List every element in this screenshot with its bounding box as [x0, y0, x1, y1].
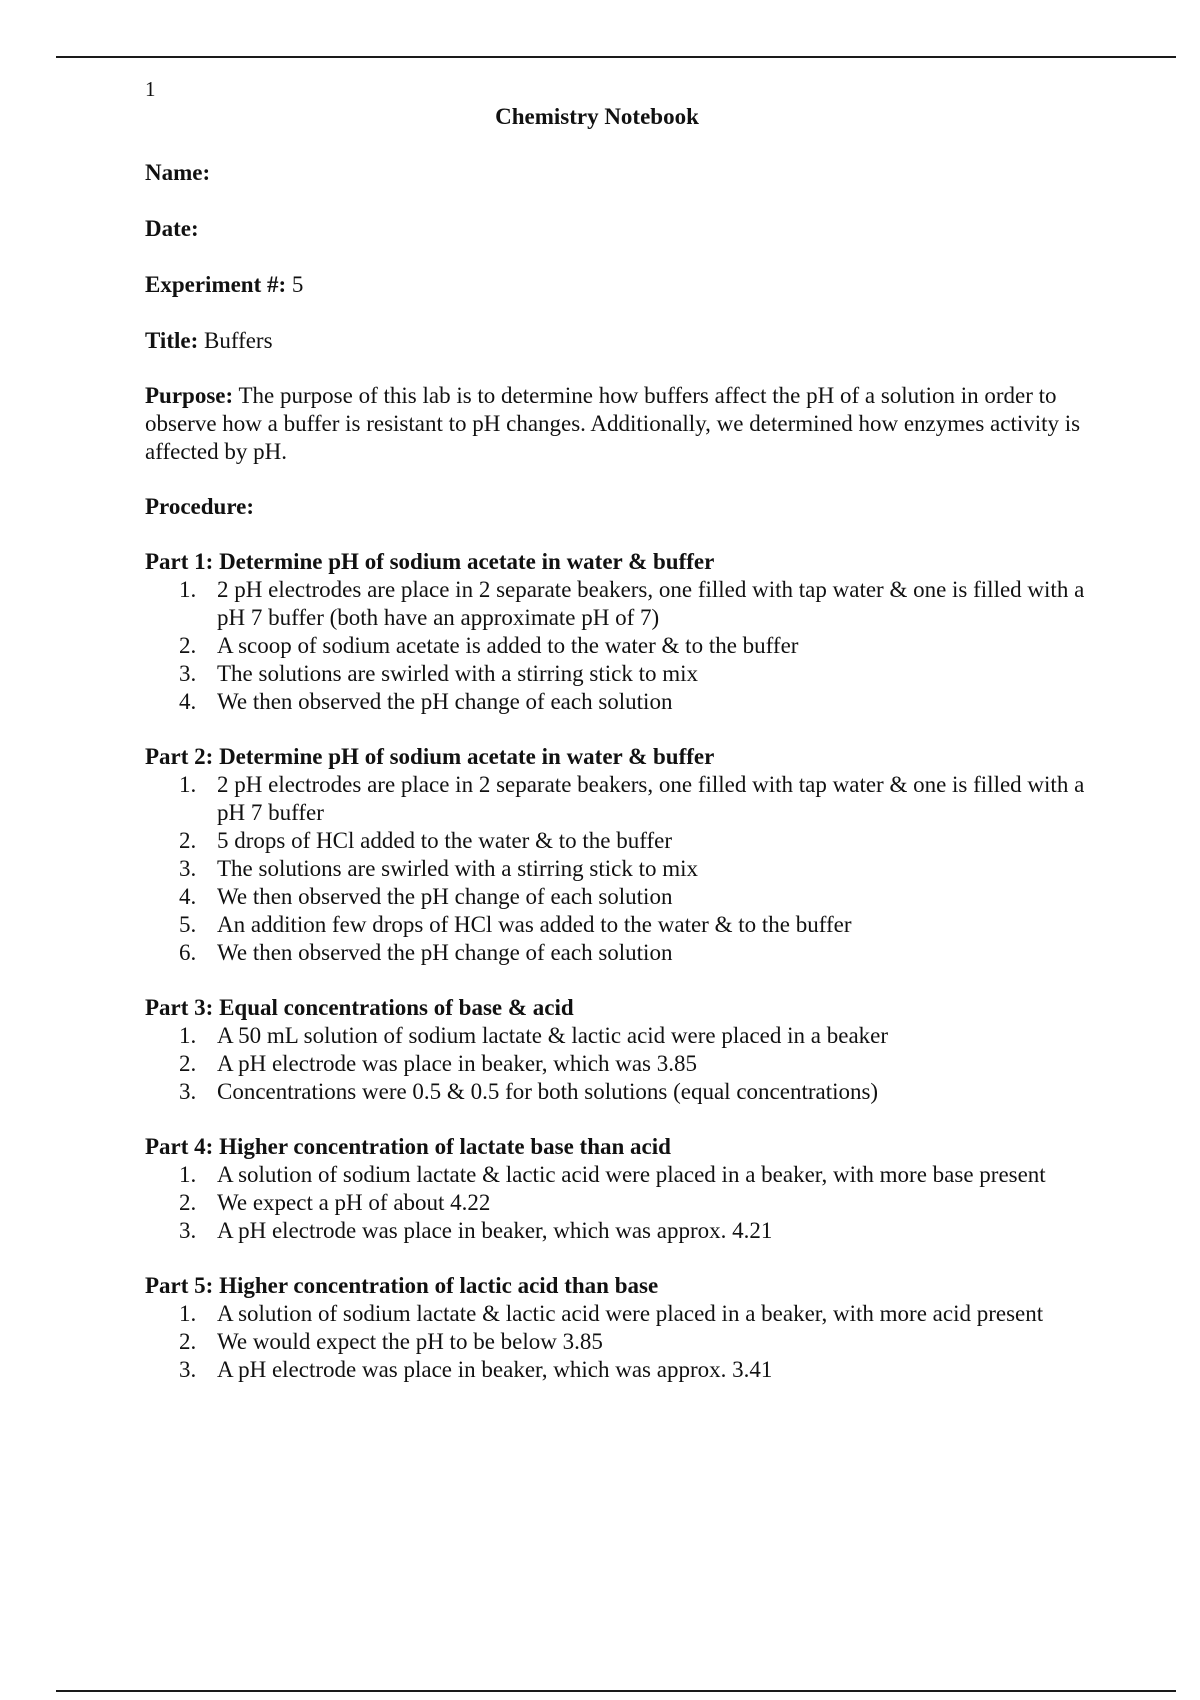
- step-number: 1.: [179, 1023, 197, 1048]
- list-item: [145, 688, 1105, 716]
- list-item: [145, 771, 1105, 827]
- top-rule: [56, 56, 1176, 58]
- part-heading: Part 3: Equal concentrations of base & acid: [145, 995, 574, 1020]
- purpose-label: Purpose:: [145, 383, 234, 408]
- list-item: [145, 660, 1105, 688]
- step-text: 5 drops of HCl added to the water & to the buffer: [217, 828, 672, 853]
- step-number: 3.: [179, 1079, 197, 1104]
- procedure-heading: Procedure:: [145, 494, 255, 519]
- name-field: [145, 159, 1105, 187]
- step-text: A 50 mL solution of sodium lactate & lactic acid were placed in a beaker: [217, 1023, 889, 1048]
- part-heading: Part 4: Higher concentration of lactate base than acid: [145, 1134, 671, 1159]
- list-item: [145, 1022, 1105, 1050]
- procedure-part-2: [145, 743, 1105, 967]
- step-list: [145, 1022, 1105, 1106]
- step-number: 4.: [179, 884, 197, 909]
- list-item: [145, 939, 1105, 967]
- step-number: 1.: [179, 577, 197, 602]
- step-text: We then observed the pH change of each solution: [217, 940, 673, 965]
- title-value: Buffers: [198, 328, 273, 353]
- step-number: 2.: [179, 1051, 197, 1076]
- name-label: Name:: [145, 160, 211, 185]
- document-body: [145, 75, 1105, 1384]
- step-text: The solutions are swirled with a stirring stick to mix: [217, 856, 699, 881]
- list-item: [145, 1161, 1105, 1189]
- list-item: [145, 1356, 1105, 1384]
- part-heading: Part 2: Determine pH of sodium acetate in water & buffer: [145, 744, 715, 769]
- step-list: [145, 576, 1105, 716]
- list-item: [145, 1217, 1105, 1245]
- step-number: 2.: [179, 633, 197, 658]
- list-item: [145, 576, 1105, 632]
- step-number: 6.: [179, 940, 197, 965]
- step-text: We then observed the pH change of each solution: [217, 884, 673, 909]
- step-text: A pH electrode was place in beaker, which was approx. 3.41: [217, 1357, 773, 1382]
- list-item: [145, 827, 1105, 855]
- step-text: A pH electrode was place in beaker, which was 3.85: [217, 1051, 697, 1076]
- experiment-label: Experiment #:: [145, 272, 287, 297]
- procedure-part-4: [145, 1133, 1105, 1245]
- step-number: 1.: [179, 772, 197, 797]
- title-label: Title:: [145, 328, 199, 353]
- purpose-value: The purpose of this lab is to determine how buffers affect the pH of a solution in order to observe how a buffer is resistant to pH changes. Additionally, we determined how enzymes activity is affected by pH.: [145, 383, 1081, 464]
- list-item: [145, 883, 1105, 911]
- bottom-rule: [56, 1690, 1176, 1692]
- list-item: [145, 632, 1105, 660]
- step-text: We then observed the pH change of each solution: [217, 689, 673, 714]
- title-field: [145, 327, 1105, 355]
- step-number: 1.: [179, 1162, 197, 1187]
- step-text: A solution of sodium lactate & lactic acid were placed in a beaker, with more acid present: [217, 1301, 1044, 1326]
- step-text: We expect a pH of about 4.22: [217, 1190, 491, 1215]
- step-number: 2.: [179, 828, 197, 853]
- step-list: [145, 1300, 1105, 1384]
- part-heading: Part 5: Higher concentration of lactic acid than base: [145, 1273, 659, 1298]
- list-item: [145, 1078, 1105, 1106]
- list-item: [145, 1300, 1105, 1328]
- list-item: [145, 855, 1105, 883]
- purpose-field: [145, 382, 1105, 466]
- step-number: 5.: [179, 912, 197, 937]
- procedure-part-1: [145, 548, 1105, 716]
- step-text: An addition few drops of HCl was added to the water & to the buffer: [217, 912, 852, 937]
- step-text: We would expect the pH to be below 3.85: [217, 1329, 603, 1354]
- step-number: 3.: [179, 661, 197, 686]
- step-number: 4.: [179, 689, 197, 714]
- page-number: 1: [145, 77, 156, 101]
- list-item: [145, 1189, 1105, 1217]
- list-item: [145, 1050, 1105, 1078]
- step-number: 3.: [179, 1357, 197, 1382]
- date-field: [145, 215, 1105, 243]
- step-text: 2 pH electrodes are place in 2 separate beakers, one filled with tap water & one is filled with a pH 7 buffer (both have an approximate pH of 7): [217, 577, 1085, 630]
- step-text: A pH electrode was place in beaker, which was approx. 4.21: [217, 1218, 773, 1243]
- part-heading: Part 1: Determine pH of sodium acetate in water & buffer: [145, 549, 715, 574]
- list-item: [145, 1328, 1105, 1356]
- step-number: 3.: [179, 856, 197, 881]
- step-number: 2.: [179, 1329, 197, 1354]
- list-item: [145, 911, 1105, 939]
- step-text: The solutions are swirled with a stirring stick to mix: [217, 661, 699, 686]
- step-number: 1.: [179, 1301, 197, 1326]
- step-text: A scoop of sodium acetate is added to the water & to the buffer: [217, 633, 799, 658]
- procedure-part-5: [145, 1272, 1105, 1384]
- step-text: Concentrations were 0.5 & 0.5 for both solutions (equal concentrations): [217, 1079, 879, 1104]
- step-list: [145, 771, 1105, 967]
- experiment-value: 5: [286, 272, 304, 297]
- page-title: Chemistry Notebook: [495, 104, 699, 129]
- step-number: 3.: [179, 1218, 197, 1243]
- experiment-field: [145, 271, 1105, 299]
- step-text: 2 pH electrodes are place in 2 separate beakers, one filled with tap water & one is filled with a pH 7 buffer: [217, 772, 1085, 825]
- step-number: 2.: [179, 1190, 197, 1215]
- step-text: A solution of sodium lactate & lactic acid were placed in a beaker, with more base present: [217, 1162, 1046, 1187]
- step-list: [145, 1161, 1105, 1245]
- date-label: Date:: [145, 216, 199, 241]
- procedure-part-3: [145, 994, 1105, 1106]
